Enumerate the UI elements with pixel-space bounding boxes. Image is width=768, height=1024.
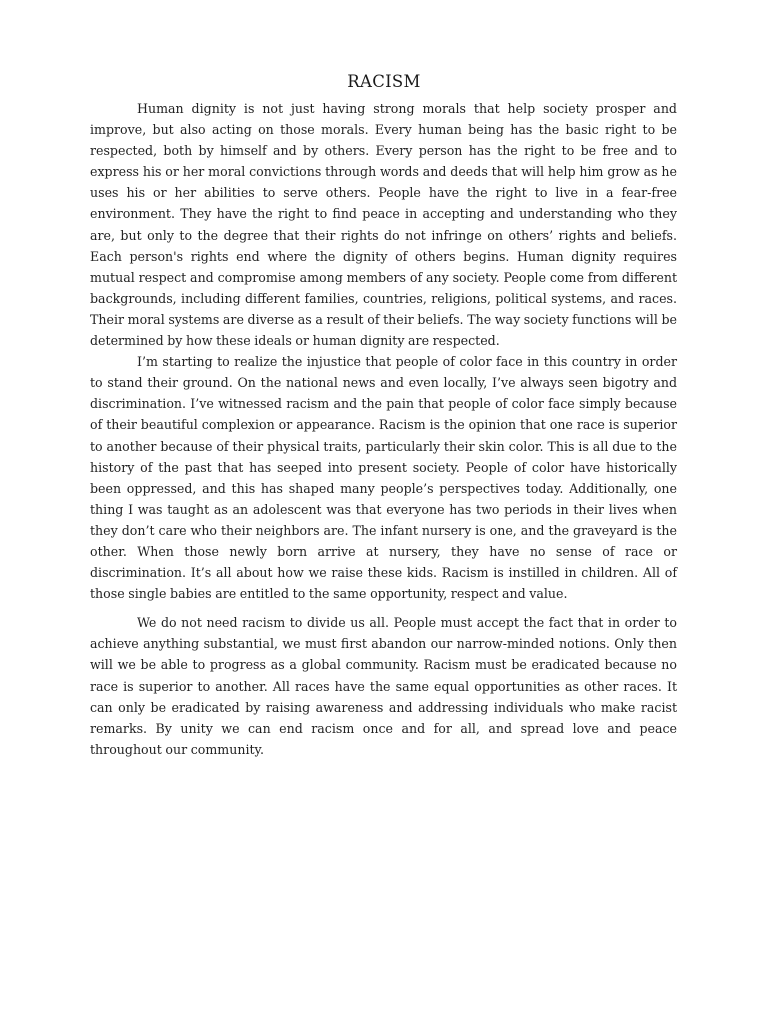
paragraph-injustice: I’m starting to realize the injustice that people of color face in this country in order to stand their ground. On the national news and even locally, I’ve always seen bigotry and discrimination. I’ve witnessed racism and the pain that people of color face simply because of their beautiful complexion or appearance. Racism is the opinion that one race is superior to another because of their physical traits, particularly their skin color. This is all due to the history of the past that has seeped into present society. People of color have historically been oppressed, and this has shaped many people’s perspectives today. Additionally, one thing I was taught as an adolescent was that everyone has two periods in their lives when they don’t care who their neighbors are. The infant nursery is one, and the graveyard is the other. When those newly born arrive at nursery, they have no sense of race or discrimination. It’s all about how we raise these kids. Racism is instilled in children. All of those single babies are entitled to the same opportunity, respect and value. [90, 354, 677, 602]
paragraph-conclusion: We do not need racism to divide us all. People must accept the fact that in order to achieve anything substantial, we must first abandon our narrow-minded notions. Only then will we be able to progress as a global community. Racism must be eradicated because no race is superior to another. All races have the same equal opportunities as other races. It can only be eradicated by raising awareness and addressing individuals who make racist remarks. By unity we can end racism once and for all, and spread love and peace throughout our community. [90, 615, 677, 757]
paragraph-human-dignity: Human dignity is not just having strong morals that help society prosper and improve, but also acting on those morals. Every human being has the basic right to be respected, both by himself and by others. Every person has the right to be free and to express his or her moral convictions through words and deeds that will help him grow as he uses his or her abilities to serve others. People have the right to live in a fear-free environment. They have the right to find peace in accepting and understanding who they are, but only to the degree that their rights do not infringe on others’ rights and beliefs. Each person's rights end where the dignity of others begins. Human dignity requires mutual respect and compromise among members of any society. People come from different backgrounds, including different families, countries, religions, political systems, and races. Their moral systems are diverse as a result of their beliefs. The way society functions will be determined by how these ideals or human dignity are respected. [90, 101, 677, 349]
document-body [90, 98, 677, 760]
document-title: RACISM [347, 72, 421, 91]
